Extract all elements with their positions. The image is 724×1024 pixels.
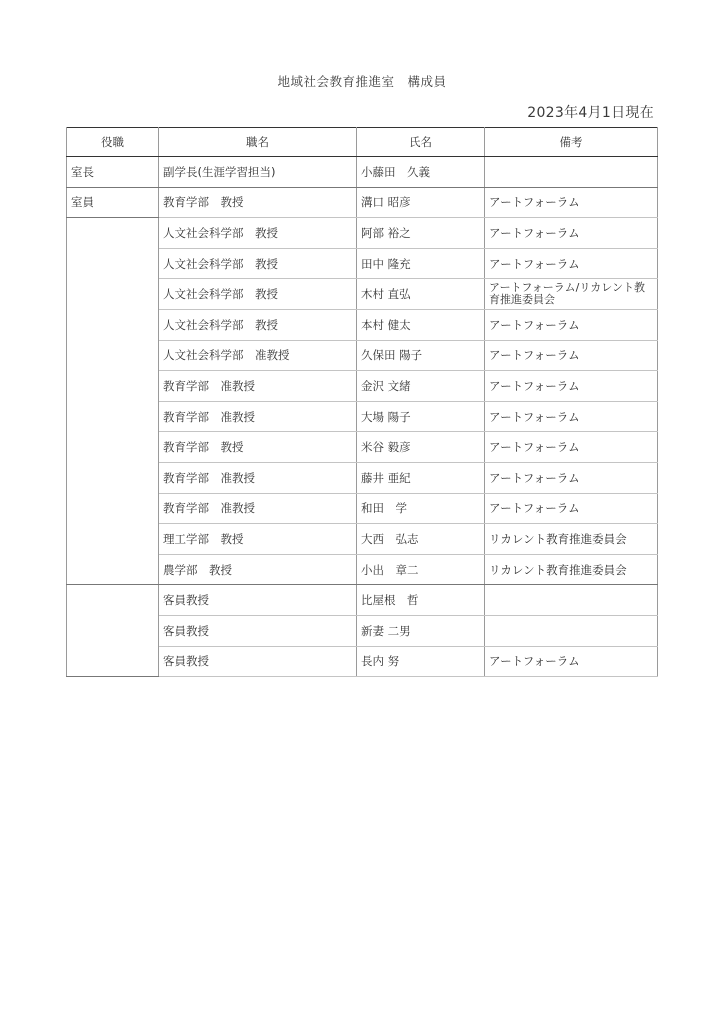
role-cell-merged: [67, 585, 159, 677]
document-date: 2023年4月1日現在: [527, 105, 654, 121]
position-cell: 客員教授: [159, 585, 357, 616]
position-cell: 客員教授: [159, 615, 357, 646]
role-cell: 室員: [67, 187, 159, 218]
note-cell: [485, 585, 658, 616]
table-row: [67, 585, 658, 616]
note-cell: [485, 615, 658, 646]
name-cell: 溝口 昭彦: [357, 187, 485, 218]
note-cell: アートフォーラム: [485, 493, 658, 524]
position-cell: 教育学部 教授: [159, 432, 357, 463]
position-cell: 副学長(生涯学習担当): [159, 157, 357, 188]
table-row: [67, 157, 658, 188]
name-cell: 本村 健太: [357, 309, 485, 340]
position-cell: 人文社会科学部 准教授: [159, 340, 357, 371]
role-cell-merged: [67, 218, 159, 585]
name-cell: 長内 努: [357, 646, 485, 677]
position-cell: 理工学部 教授: [159, 524, 357, 555]
name-cell: 和田 学: [357, 493, 485, 524]
note-cell: アートフォーラム: [485, 401, 658, 432]
document-title: 地域社会教育推進室 構成員: [277, 74, 447, 89]
note-cell: アートフォーラム: [485, 371, 658, 402]
note-cell: アートフォーラム: [485, 187, 658, 218]
name-cell: 藤井 亜紀: [357, 462, 485, 493]
header-position: 職名: [159, 128, 357, 157]
position-cell: 農学部 教授: [159, 554, 357, 585]
name-cell: 久保田 陽子: [357, 340, 485, 371]
header-role: 役職: [67, 128, 159, 157]
note-cell: アートフォーラム: [485, 340, 658, 371]
name-cell: 小藤田 久義: [357, 157, 485, 188]
position-cell: 人文社会科学部 教授: [159, 309, 357, 340]
name-cell: 金沢 文緒: [357, 371, 485, 402]
name-cell: 大西 弘志: [357, 524, 485, 555]
position-cell: 教育学部 教授: [159, 187, 357, 218]
table-row: [67, 218, 658, 249]
position-cell: 人文社会科学部 教授: [159, 279, 357, 310]
name-cell: 比屋根 哲: [357, 585, 485, 616]
name-cell: 木村 直弘: [357, 279, 485, 310]
name-cell: 新妻 二男: [357, 615, 485, 646]
name-cell: 阿部 裕之: [357, 218, 485, 249]
position-cell: 教育学部 准教授: [159, 462, 357, 493]
note-cell: アートフォーラム: [485, 309, 658, 340]
note-cell: アートフォーラム: [485, 218, 658, 249]
members-table: [66, 127, 658, 677]
role-cell: 室長: [67, 157, 159, 188]
note-cell: アートフォーラム: [485, 248, 658, 279]
note-cell: リカレント教育推進委員会: [485, 524, 658, 555]
note-cell: アートフォーラム: [485, 432, 658, 463]
table-header-row: [67, 128, 658, 157]
note-cell: アートフォーラム/リカレント教育推進委員会: [485, 279, 658, 310]
position-cell: 教育学部 准教授: [159, 371, 357, 402]
position-cell: 人文社会科学部 教授: [159, 248, 357, 279]
position-cell: 客員教授: [159, 646, 357, 677]
header-name: 氏名: [357, 128, 485, 157]
note-cell: アートフォーラム: [485, 462, 658, 493]
note-cell: アートフォーラム: [485, 646, 658, 677]
position-cell: 人文社会科学部 教授: [159, 218, 357, 249]
header-note: 備考: [485, 128, 658, 157]
name-cell: 小出 章二: [357, 554, 485, 585]
note-cell: リカレント教育推進委員会: [485, 554, 658, 585]
position-cell: 教育学部 准教授: [159, 493, 357, 524]
name-cell: 田中 隆充: [357, 248, 485, 279]
table-row: [67, 187, 658, 218]
position-cell: 教育学部 准教授: [159, 401, 357, 432]
note-cell: [485, 157, 658, 188]
name-cell: 米谷 毅彦: [357, 432, 485, 463]
name-cell: 大場 陽子: [357, 401, 485, 432]
